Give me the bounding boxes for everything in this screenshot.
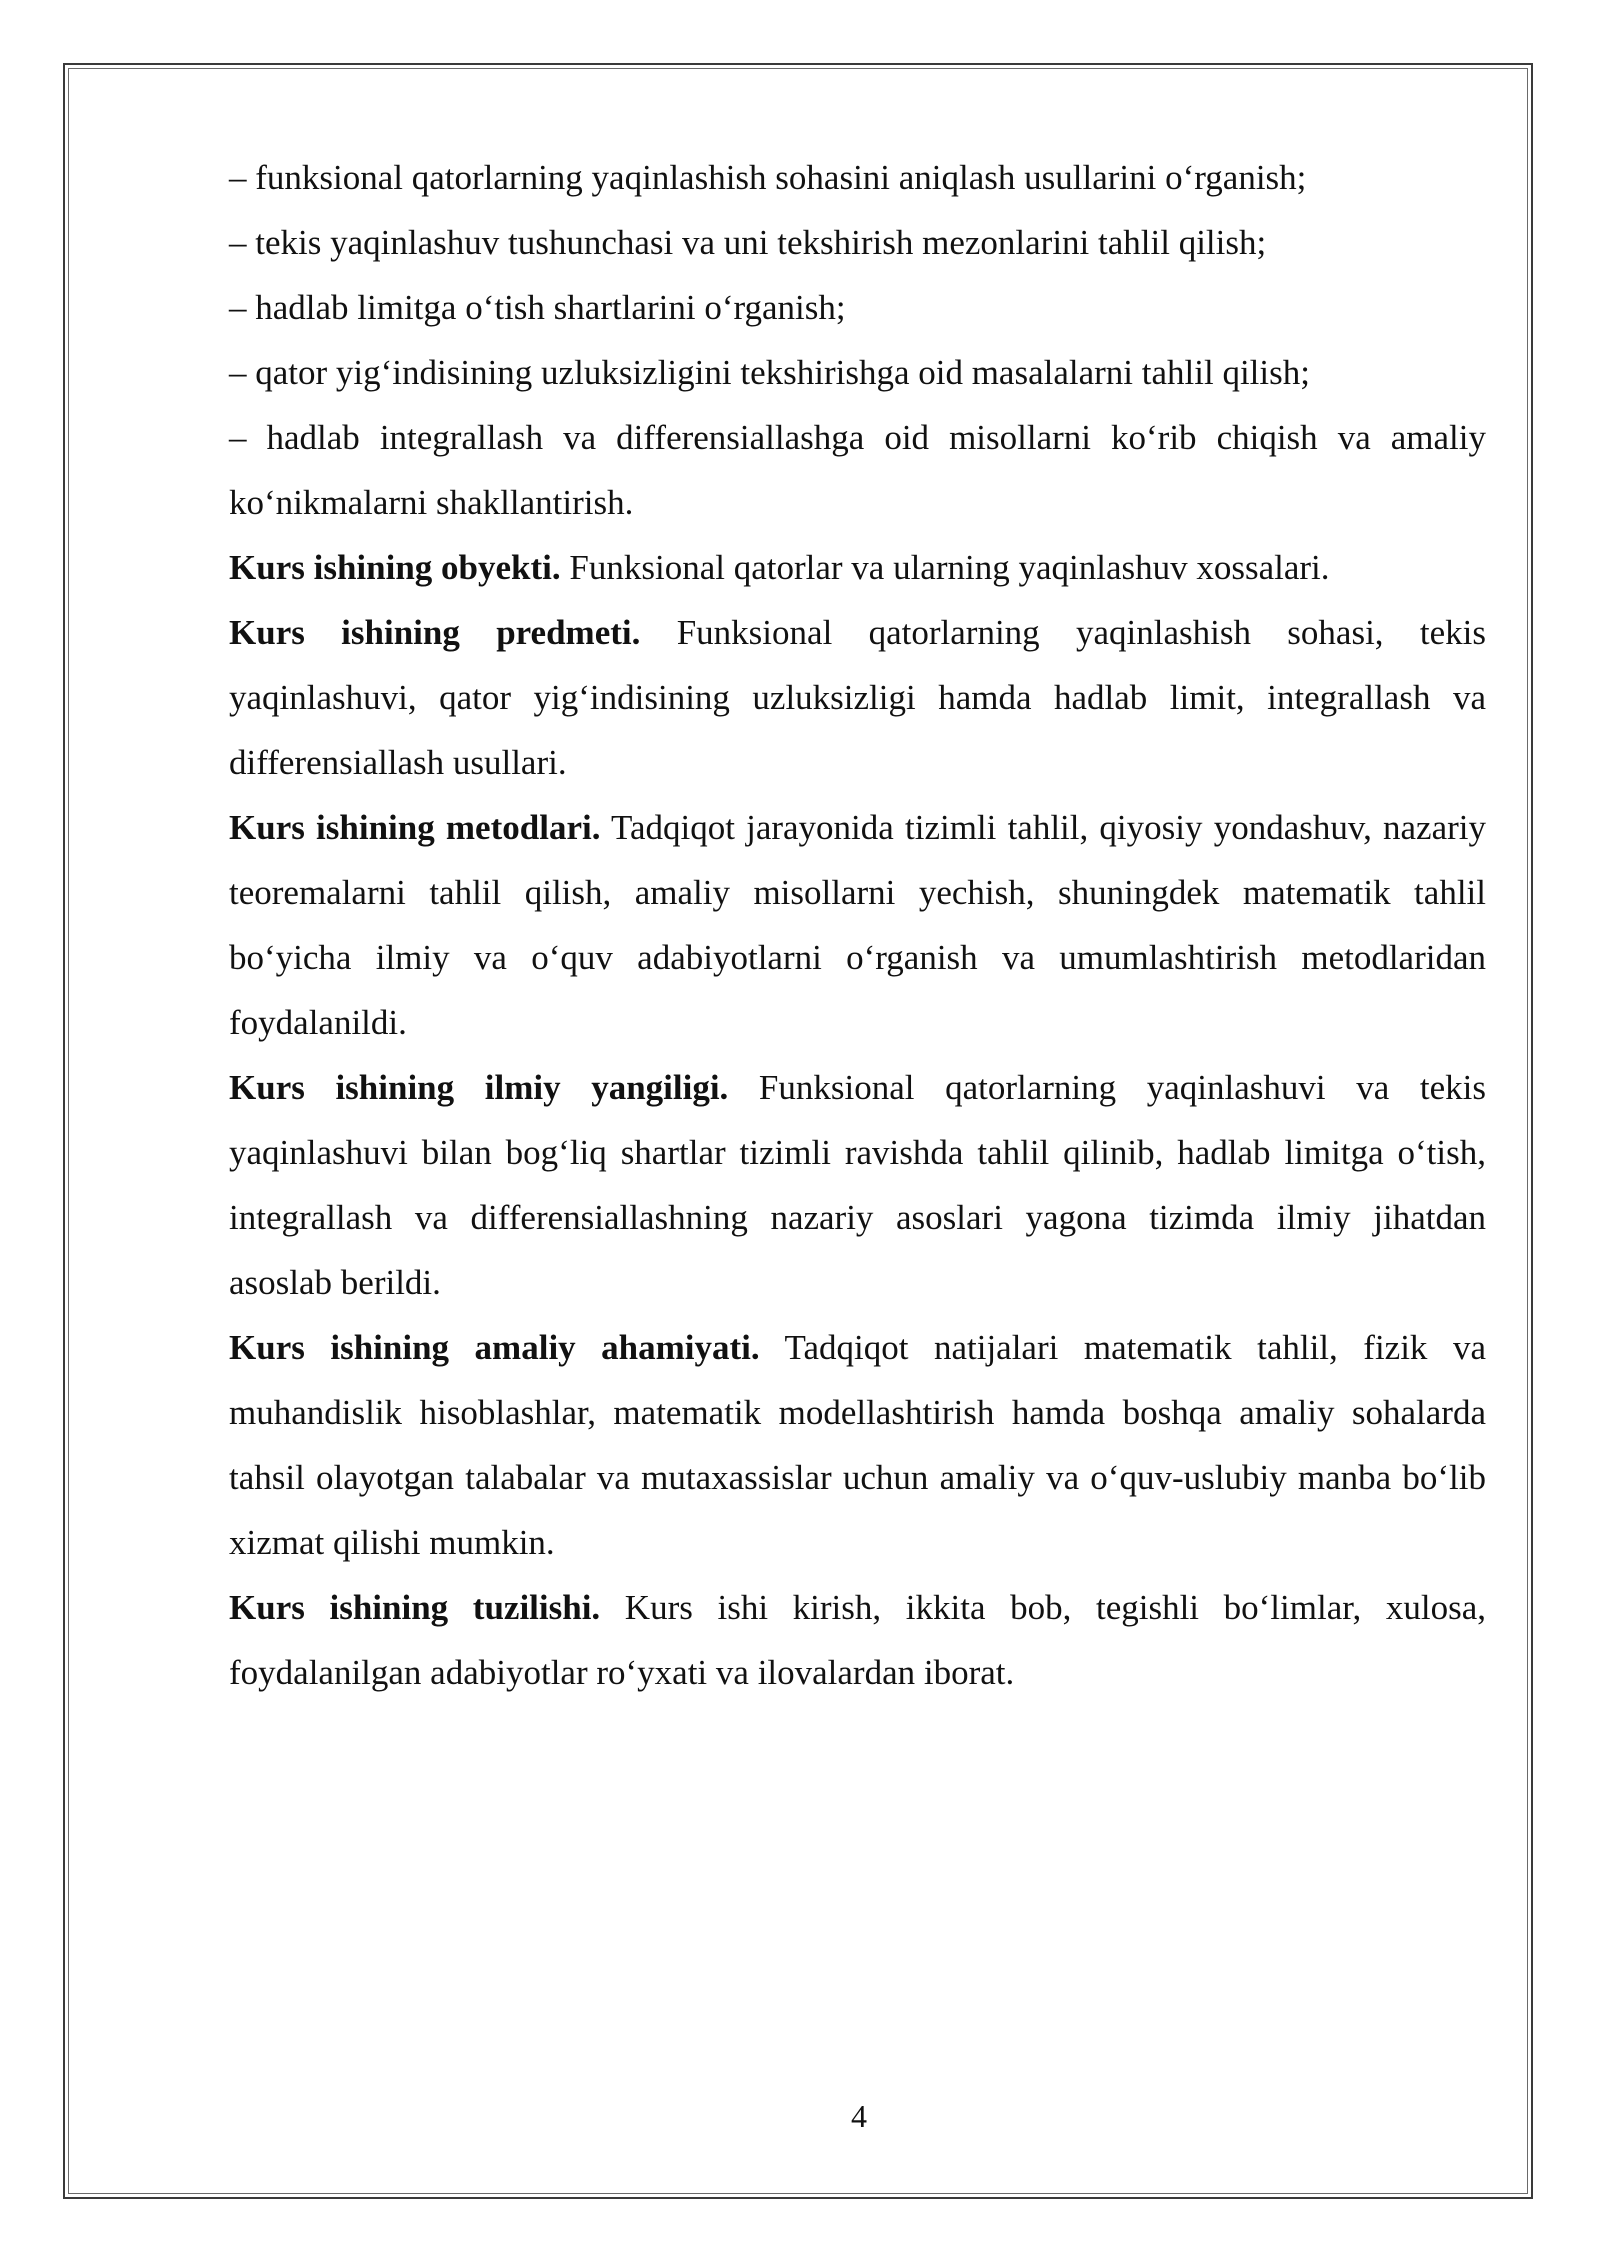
list-item: – qator yig‘indisining uzluksizligini tekshirishga oid masalalarni tahlil qilish; xyxy=(229,353,1310,392)
list-item: – hadlab integrallash va differensiallashga oid misollarni ko‘rib chiqish va amaliy ko‘nikmalarni shakllantirish. xyxy=(229,418,1486,522)
section-text: Funksional qatorlarning yaqinlashuvi va tekis yaqinlashuvi bilan bog‘liq shartlar tizimli ravishda tahlil qilinib, hadlab limitga o‘tish, integrallash va differensiallashning nazariy asoslari yagona tizimda ilmiy jihatdan asoslab berildi. xyxy=(229,1068,1486,1302)
section-object xyxy=(229,535,1486,600)
section-text: Funksional qatorlarning yaqinlashish sohasi, tekis yaqinlashuvi, qator yig‘indisining uzluksizligi hamda hadlab limit, integrallash va differensiallash usullari. xyxy=(229,613,1486,782)
section-heading: Kurs ishining metodlari. xyxy=(229,808,601,847)
page-body xyxy=(229,145,1486,1705)
section-methods xyxy=(229,795,1486,1055)
section-text: Kurs ishi kirish, ikkita bob, tegishli bo‘limlar, xulosa, foydalanilgan adabiyotlar ro‘yxati va ilovalardan iborat. xyxy=(229,1588,1486,1692)
section-text: Funksional qatorlar va ularning yaqinlashuv xossalari. xyxy=(560,548,1330,587)
section-heading: Kurs ishining obyekti. xyxy=(229,548,561,587)
section-subject xyxy=(229,600,1486,795)
section-practical-value xyxy=(229,1315,1486,1575)
section-heading: Kurs ishining predmeti. xyxy=(229,613,641,652)
section-text: Tadqiqot jarayonida tizimli tahlil, qiyosiy yondashuv, nazariy teoremalarni tahlil qilish, amaliy misollarni yechish, shuningdek matematik tahlil bo‘yicha ilmiy va o‘quv adabiyotlarni o‘rganish va umumlashtirish metodlaridan foydalanildi. xyxy=(229,808,1486,1042)
section-novelty xyxy=(229,1055,1486,1315)
section-heading: Kurs ishining tuzilishi. xyxy=(229,1588,601,1627)
list-item: – funksional qatorlarning yaqinlashish sohasini aniqlash usullarini o‘rganish; xyxy=(229,158,1307,197)
list-item: – tekis yaqinlashuv tushunchasi va uni tekshirish mezonlarini tahlil qilish; xyxy=(229,223,1267,262)
list-item: – hadlab limitga o‘tish shartlarini o‘rganish; xyxy=(229,288,846,327)
section-heading: Kurs ishining amaliy ahamiyati. xyxy=(229,1328,760,1367)
section-text: Tadqiqot natijalari matematik tahlil, fizik va muhandislik hisoblashlar, matematik modellashtirish hamda boshqa amaliy sohalarda tahsil olayotgan talabalar va mutaxassislar uchun amaliy va o‘quv-uslubiy manba bo‘lib xizmat qilishi mumkin. xyxy=(229,1328,1486,1562)
section-heading: Kurs ishining ilmiy yangiligi. xyxy=(229,1068,729,1107)
section-structure xyxy=(229,1575,1486,1705)
page-number: 4 xyxy=(851,2098,867,2134)
